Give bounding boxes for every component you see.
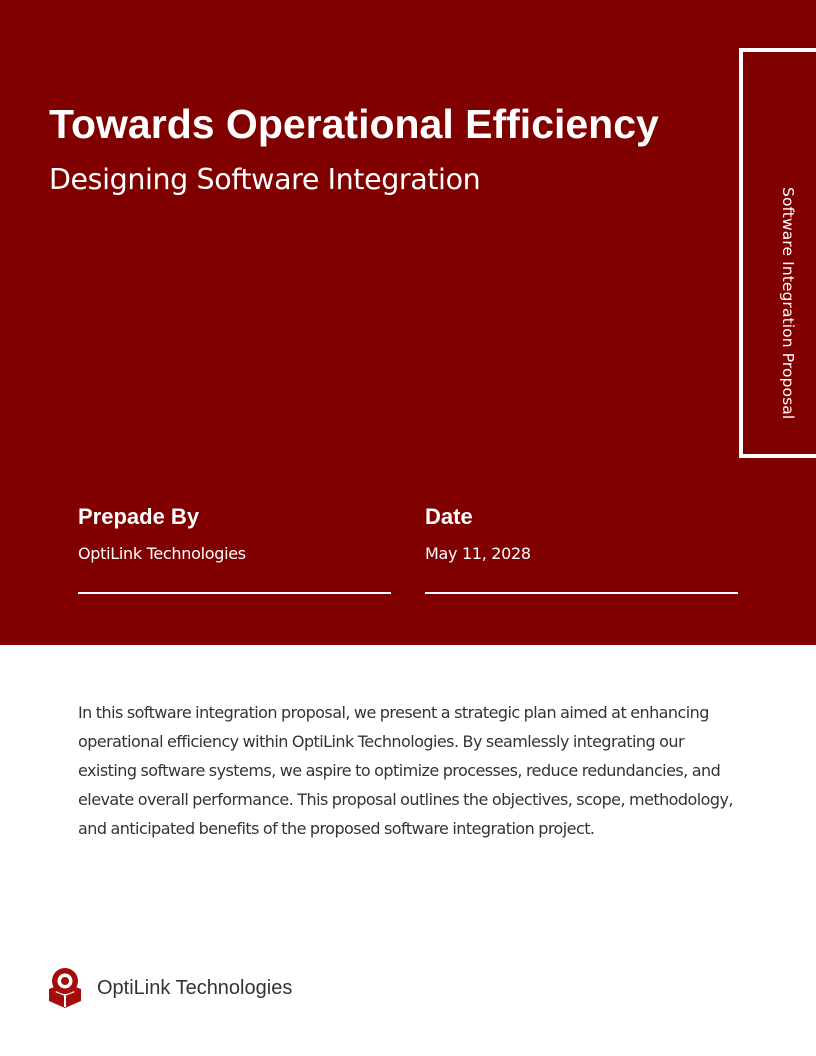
footer-company-name: OptiLink Technologies xyxy=(97,977,293,999)
prepared-by-value: OptiLink Technologies xyxy=(78,544,246,563)
date-heading: Date xyxy=(425,504,473,529)
document-subtitle: Designing Software Integration xyxy=(49,163,481,196)
company-logo-icon xyxy=(47,967,83,1009)
date-block xyxy=(425,500,738,594)
intro-paragraph: In this software integration proposal, we present a strategic plan aimed at enhancing operational efficiency within OptiLink Technologies. By seamlessly integrating our existing software systems, we aspire to optimize processes, reduce redundancies, and elevate overall performance. This proposal outlines the objectives, scope, methodology, and anticipated benefits of the proposed software integration project. xyxy=(78,703,733,838)
prepared-by-heading: Prepade By xyxy=(78,504,200,529)
side-label-text: Software Integration Proposal xyxy=(779,187,797,420)
date-value: May 11, 2028 xyxy=(425,544,531,563)
side-label-tab xyxy=(739,48,816,458)
prepared-by-block xyxy=(78,500,391,594)
document-title: Towards Operational Efficiency xyxy=(49,101,659,147)
